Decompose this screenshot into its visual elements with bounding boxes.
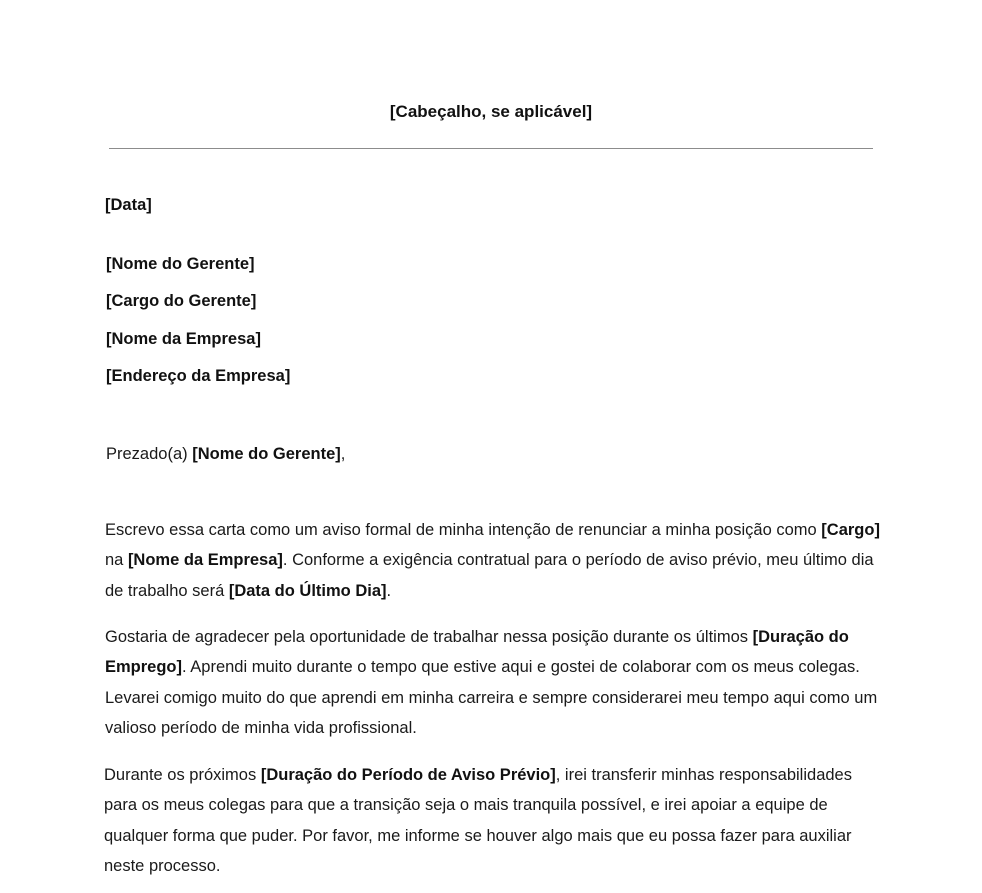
paragraph-resignation: [105, 515, 883, 606]
paragraph-transition: [104, 760, 882, 881]
header-title: [Cabeçalho, se aplicável]: [389, 102, 593, 121]
greeting-name: [Nome do Gerente]: [192, 445, 341, 463]
paragraph2-text-1: Gostaria de agradecer pela oportunidade de trabalhar nessa posição durante os últimos: [105, 628, 753, 646]
date-placeholder: [Data]: [105, 196, 152, 214]
company-address: [Endereço da Empresa]: [106, 367, 291, 385]
paragraph1-text-1: Escrevo essa carta como um aviso formal de minha intenção de renunciar a minha posição como: [105, 521, 822, 539]
paragraph1-company: [Nome da Empresa]: [127, 551, 283, 570]
manager-title: [Cargo do Gerente]: [106, 292, 257, 310]
header-divider: [109, 148, 873, 149]
paragraph1-last-day: [Data do Último Dia]: [228, 581, 387, 600]
paragraph1-text-3: . Conforme a exigência contratual para o período de aviso prévio, meu último dia de trabalho será: [105, 551, 874, 600]
greeting: [106, 445, 345, 464]
paragraph3-text-1: Durante os próximos: [104, 766, 261, 784]
paragraph3-notice-period: [Duração do Período de Aviso Prévio]: [260, 766, 556, 784]
paragraph1-cargo: [Cargo]: [821, 521, 880, 539]
paragraph3-text-2: , irei transferir minhas responsabilidades para os meus colegas para que a transição seja o mais tranquila possível, e irei apoiar a equipe de qualquer forma que puder. Por favor, me informe se houver algo mais que eu possa fazer para auxiliar neste processo.: [104, 766, 852, 875]
paragraph1-text-4: .: [386, 581, 392, 600]
greeting-suffix: ,: [340, 445, 346, 463]
manager-name: [Nome do Gerente]: [106, 255, 255, 273]
greeting-prefix: Prezado(a): [106, 445, 193, 463]
paragraph2-duration: [Duração do Emprego]: [105, 628, 849, 677]
paragraph2-text-2: . Aprendi muito durante o tempo que estive aqui e gostei de colaborar com os meus colegas. Levarei comigo muito do que aprendi em minha carreira e sempre considerarei meu tempo aqui como um valioso período de minha vida profissional.: [105, 658, 878, 737]
paragraph-gratitude: [105, 622, 883, 743]
paragraph1-text-2: na: [105, 551, 128, 570]
company-name: [Nome da Empresa]: [106, 330, 261, 348]
